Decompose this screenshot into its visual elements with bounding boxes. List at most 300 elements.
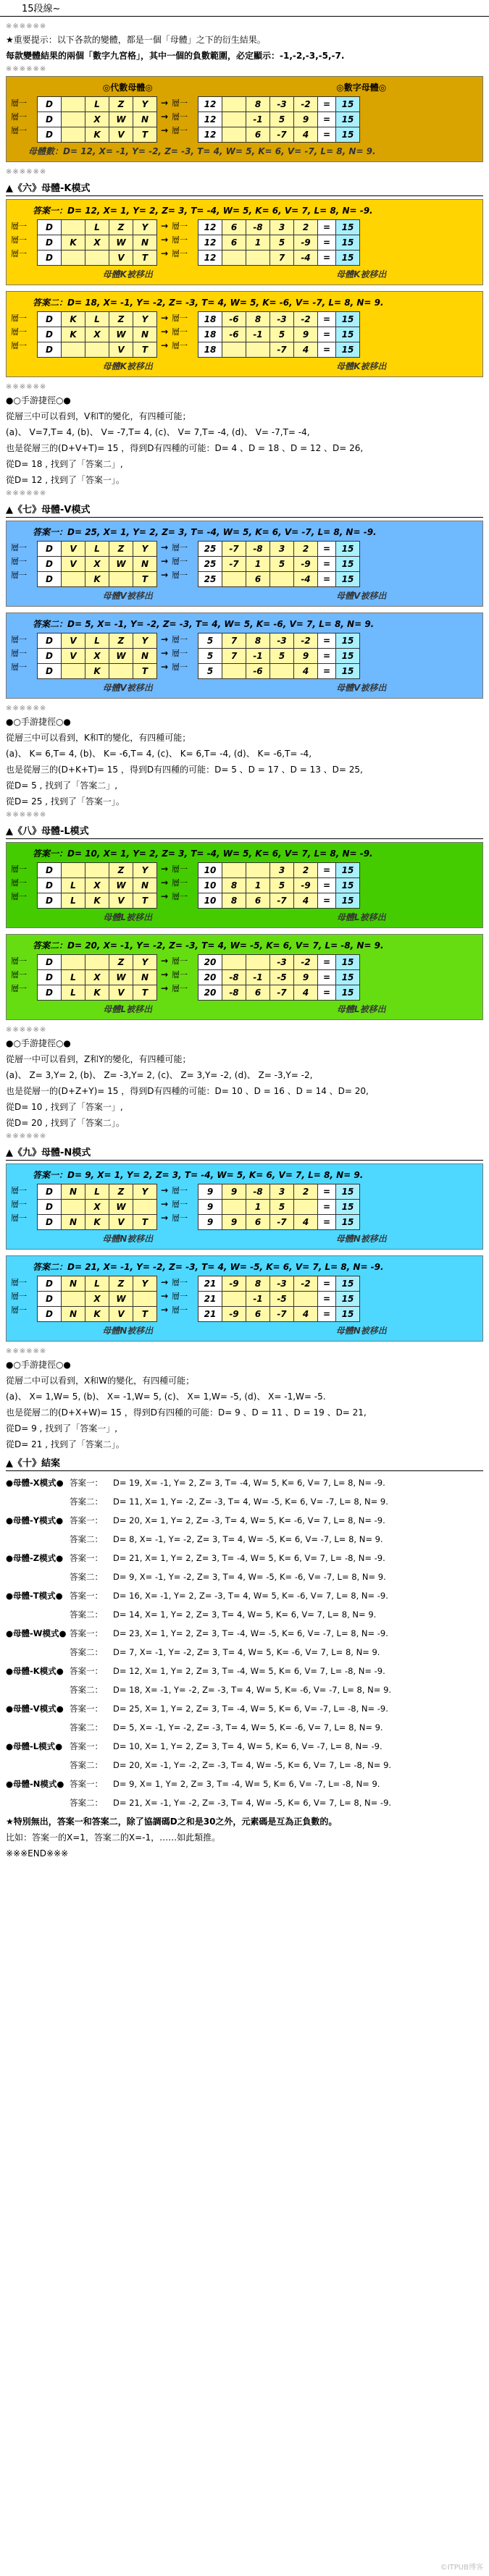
grid-cell: -9 [294,235,318,251]
summary-answer-label: 答案一： [70,1704,103,1714]
footer-note: 母體V被移出 [336,591,387,601]
grid-cell: 12 [198,251,222,266]
arrow-icon: → [160,542,169,552]
grid-cell: K [85,664,109,679]
row-labels [172,633,196,679]
grid-cell: 9 [198,1215,222,1230]
grid-cell: = [318,542,336,557]
row-labels [11,1184,35,1230]
grid-cell: T [133,342,157,358]
grid-cell: = [318,634,336,649]
grid-cell: 12 [198,235,222,251]
grid-cell: 9 [198,1184,222,1200]
arrow-icon: → [160,556,169,566]
grid-cell: 7 [270,251,294,266]
grid-cell: 15 [336,1215,360,1230]
summary-values: D= 12, X= 1, Y= 2, Z= 3, T= -4, W= 5, K= 6, V= 7, L= -8, N= -9. [113,1666,385,1676]
summary-values: D= 20, X= -1, Y= -2, Z= -3, T= 4, W= -5, K= 6, V= 7, L= -8, N= 9. [113,1760,392,1770]
arrow-icon: → [160,956,169,966]
grid-cell: T [133,127,157,143]
grid-cell: 15 [336,542,360,557]
grid-cell: X [85,1200,109,1215]
row-labels [172,954,196,1001]
row-label: 層一 [172,341,188,350]
arrow-icon: → [160,891,169,901]
grid-cell: = [318,1276,336,1292]
grid-cell: K [62,327,85,342]
grid-cell: 21 [198,1276,222,1292]
grid-cell: 12 [198,220,222,235]
summary-key [6,1531,70,1549]
summary-title: ▲《十》結案 [6,1455,483,1471]
summary-row [6,1568,483,1586]
grid-cell: 4 [294,893,318,909]
grid-cell: D [38,251,62,266]
grid-cell: 12 [198,97,222,112]
grid-cell: -3 [270,1276,294,1292]
row-labels [11,311,35,358]
row-label: 層一 [11,222,27,231]
summary-answer-label: 答案一： [70,1779,103,1789]
number-grid [198,1276,360,1322]
answer-panel [6,934,483,1020]
grid-cell: D [38,863,62,878]
grid-cell [222,955,246,970]
grid-cell: 15 [336,327,360,342]
algebra-header: ◎代數母體◎ [102,83,153,93]
tip-line: 從D= 10 , 找到了「答案一」, [6,1102,123,1112]
grid-cell: 10 [198,893,222,909]
grid-cell: X [85,878,109,893]
grid-cell: 9 [222,1215,246,1230]
tip-line: (a)、 V=7,T= 4, (b)、 V= -7,T= 4, (c)、 V= 7,T= -4, (d)、 V= -7,T= -4, [6,427,310,437]
row-label: 層一 [11,662,27,672]
row-labels [11,96,35,143]
arrow-column [159,219,170,266]
grid-cell: 15 [336,649,360,664]
grid-cell [85,342,109,358]
tip-line: 從D= 20 , 找到了「答案二」。 [6,1118,125,1128]
grid-cell: Z [109,863,133,878]
grid-cell: X [85,970,109,985]
grid-cell: L [85,312,109,327]
summary-values: D= 14, X= 1, Y= 2, Z= 3, T= 4, W= 5, K= 6, V= 7, L= 8, N= 9. [113,1609,377,1620]
row-label: 層一 [11,1186,27,1195]
grid-row-group [11,541,478,587]
grid-cell: W [109,1200,133,1215]
grid-cell [222,97,246,112]
row-label: 層一 [172,126,188,135]
grid-cell: Y [133,863,157,878]
summary-key [6,1643,70,1662]
grid-cell: D [38,572,62,587]
arrow-column [159,541,170,587]
grid-cell: -9 [294,878,318,893]
row-label: 層一 [11,112,27,122]
arrow-column [159,1276,170,1322]
grid-cell: 4 [294,985,318,1001]
arrow-icon: → [160,864,169,874]
tip-line: ●○手游捷徑○● [6,717,71,727]
grid-cell: 18 [198,327,222,342]
grid-cell: 1 [246,878,270,893]
row-label: 層一 [11,543,27,552]
grid-cell: 9 [294,112,318,127]
arrow-icon: → [160,98,169,108]
summary-key [6,1493,70,1511]
summary-row [6,1549,483,1567]
summary-answer-label: 答案二： [70,1534,103,1544]
row-label: 層一 [172,970,188,980]
grid-cell: 20 [198,970,222,985]
arrow-icon: → [160,235,169,245]
row-label: 層一 [11,1305,27,1315]
grid-cell: 15 [336,1184,360,1200]
row-label: 層一 [11,1278,27,1287]
answer-text: 答案二：D= 5, X= -1, Y= -2, Z= -3, T= 4, W= 5, K= -6, V= 7, L= 8, N= 9. [33,619,375,629]
grid-cell: -7 [270,342,294,358]
grid-cell: T [133,1215,157,1230]
row-label: 層一 [172,249,188,258]
row-label: 層一 [172,1213,188,1223]
row-label: 層一 [11,1292,27,1301]
arrow-icon: → [160,969,169,980]
grid-cell: 2 [294,542,318,557]
grid-cell: = [318,955,336,970]
panel-footer [11,1324,478,1337]
arrow-icon: → [160,1213,169,1223]
answer-text: 答案二：D= 18, X= -1, Y= -2, Z= -3, T= 4, W= 5, K= -6, V= -7, L= 8, N= 9. [33,298,384,308]
grid-cell: 25 [198,542,222,557]
grid-cell: N [133,878,157,893]
grid-cell [246,342,270,358]
grid-cell: = [318,1215,336,1230]
grid-cell: 25 [198,557,222,572]
grid-cell: D [38,1184,62,1200]
grid-cell [133,1200,157,1215]
row-label: 層一 [11,956,27,966]
divider: ※※※※※※ [6,383,47,391]
row-label: 層一 [172,571,188,580]
footer-note: 母體V被移出 [336,683,387,693]
tip-line: 從D= 25 , 找到了「答案一」。 [6,796,125,807]
arrow-icon: → [160,313,169,323]
row-label: 層一 [11,341,27,350]
summary-row [6,1625,483,1643]
grid-cell: 15 [336,112,360,127]
grid-cell: 1 [246,235,270,251]
grid-row-group [11,311,478,358]
row-label: 層一 [11,878,27,888]
grid-cell: -8 [222,985,246,1001]
grid-cell [62,127,85,143]
summary-values: D= 8, X= -1, Y= -2, Z= 3, T= 4, W= -5, K= 6, V= -7, L= 8, N= 9. [113,1534,383,1544]
grid-cell: = [318,572,336,587]
grid-row-group [11,219,478,266]
grid-cell: 4 [294,342,318,358]
grid-cell: 7 [222,649,246,664]
arrow-icon: → [160,221,169,231]
grid-cell: -3 [270,634,294,649]
grid-cell: 15 [336,312,360,327]
row-label: 層一 [11,235,27,245]
grid-cell [294,1200,318,1215]
tip-line: ●○手游捷徑○● [6,1038,71,1048]
arrow-column [159,1184,170,1230]
grid-cell: N [133,327,157,342]
summary-values: D= 10, X= 1, Y= 2, Z= 3, T= 4, W= 5, K= 6, V= -7, L= 8, N= -9. [113,1741,383,1751]
grid-cell: K [85,572,109,587]
grid-cell: -2 [294,312,318,327]
number-grid [198,862,360,909]
summary-row [6,1756,483,1775]
grid-cell [62,1200,85,1215]
grid-cell: -7 [270,985,294,1001]
grid-cell: K [62,312,85,327]
grid-cell: Y [133,312,157,327]
tip-line: 從D= 21 , 找到了「答案二」。 [6,1439,125,1449]
grid-cell: N [133,557,157,572]
row-labels [11,1276,35,1322]
tip-line: ●○手游捷徑○● [6,395,71,405]
tip-line: (a)、 X= 1,W= 5, (b)、 X= -1,W= 5, (c)、 X= 1,W= -5, (d)、 X= -1,W= -5. [6,1392,326,1402]
grid-cell: D [38,1200,62,1215]
footer-note: 母體K被移出 [102,269,153,279]
row-labels [172,541,196,587]
algebra-grid [37,862,157,909]
summary-key: ●母體-W模式● [6,1628,67,1638]
summary-row [6,1775,483,1793]
answer-panel [6,613,483,699]
algebra-grid [37,1276,157,1322]
grid-cell: D [38,127,62,143]
tip-line: 從層三中可以看到，V和T的變化，有四種可能； [6,411,191,421]
grid-cell: D [38,893,62,909]
grid-cell: 6 [246,985,270,1001]
summary-answer-label: 答案一： [70,1666,103,1676]
grid-cell: = [318,97,336,112]
grid-cell: V [62,649,85,664]
panel-footer [11,681,478,694]
arrow-icon: → [160,1305,169,1315]
grid-cell: Z [109,955,133,970]
answer-text: 答案一：D= 12, X= 1, Y= 2, Z= 3, T= -4, W= 5, K= 6, V= 7, L= 8, N= -9. [33,206,373,216]
arrow-column [159,633,170,679]
grid-cell: D [38,557,62,572]
grid-row-group [11,862,478,909]
summary-key: ●母體-T模式● [6,1591,63,1601]
answer-panel [6,291,483,377]
grid-cell: 15 [336,634,360,649]
arrow-icon: → [160,1291,169,1301]
grid-cell: Z [109,1184,133,1200]
answer-text: 答案一：D= 25, X= 1, Y= 2, Z= 3, T= -4, W= 5, K= 6, V= -7, L= 8, N= -9. [33,527,377,537]
arrow-column [159,954,170,1001]
grid-cell: 25 [198,572,222,587]
arrow-icon: → [160,1199,169,1209]
grid-cell: -4 [294,572,318,587]
row-labels [172,311,196,358]
row-label: 層一 [172,557,188,566]
arrow-icon: → [160,248,169,258]
grid-cell: D [38,1307,62,1322]
grid-cell: X [85,557,109,572]
arrow-column [159,311,170,358]
grid-cell: 2 [294,863,318,878]
summary-key: ●母體-V模式● [6,1704,64,1714]
grid-cell: 18 [198,342,222,358]
grid-cell: L [62,985,85,1001]
grid-cell [222,664,246,679]
grid-cell: = [318,112,336,127]
row-label: 層一 [172,892,188,901]
notice-text-2: 每款變體結果的兩個「數字九宮格」，其中一個的負數範圍，必定顯示：-1,-2,-3,-5,-7. [6,51,345,61]
grid-cell [62,863,85,878]
summary-answer-label: 答案一： [70,1628,103,1638]
grid-cell: V [109,1307,133,1322]
summary-key [6,1606,70,1624]
grid-cell: -1 [246,112,270,127]
row-label: 層一 [172,984,188,993]
summary-row [6,1719,483,1737]
tip-line: 從層二中可以看到，X和W的變化，有四種可能； [6,1376,195,1386]
grid-cell: -7 [270,127,294,143]
grid-cell: 9 [294,649,318,664]
grid-cell: 8 [222,878,246,893]
grid-cell: D [38,542,62,557]
grid-cell: -5 [270,970,294,985]
grid-cell: -8 [222,970,246,985]
grid-cell: 15 [336,557,360,572]
summary-list [6,1474,483,1812]
row-label: 層一 [172,1186,188,1195]
grid-cell: 6 [246,893,270,909]
number-grid [198,541,360,587]
grid-cell: -7 [270,1307,294,1322]
row-label: 層一 [172,1200,188,1209]
grid-cell: V [109,251,133,266]
answer-panel [6,1255,483,1342]
grid-cell: 15 [336,97,360,112]
grid-cell: 1 [246,557,270,572]
grid-cell: -6 [222,312,246,327]
grid-cell: 10 [198,863,222,878]
footer-note: 母體N被移出 [102,1326,154,1336]
grid-cell: 5 [270,557,294,572]
arrow-icon: → [160,111,169,122]
grid-cell: -9 [222,1307,246,1322]
grid-cell: -8 [246,542,270,557]
grid-cell: K [62,235,85,251]
grid-cell: L [85,542,109,557]
grid-cell: L [85,1276,109,1292]
grid-cell: T [133,664,157,679]
row-label: 層一 [172,543,188,552]
arrow-icon: → [160,570,169,580]
grid-cell: V [62,634,85,649]
grid-cell: V [109,893,133,909]
summary-answer-label: 答案一： [70,1478,103,1488]
summary-answer-label: 答案二： [70,1647,103,1657]
row-labels [172,1184,196,1230]
grid-cell: 9 [198,1200,222,1215]
grid-cell: 5 [198,649,222,664]
tip-line: 也是從層二的(D+X+W)= 15 ，得到D有四種的可能：D= 9 、D = 11 、D = 19 、D= 21, [6,1407,367,1418]
grid-cell [222,1292,246,1307]
grid-cell: 8 [222,893,246,909]
grid-cell: 12 [198,112,222,127]
grid-cell: W [109,1292,133,1307]
summary-key: ●母體-L模式● [6,1741,63,1751]
row-label: 層一 [11,970,27,980]
grid-cell [222,342,246,358]
grid-cell: D [38,312,62,327]
grid-cell: 15 [336,664,360,679]
grid-cell: = [318,220,336,235]
summary-values: D= 11, X= 1, Y= -2, Z= -3, T= 4, W= -5, K= 6, V= -7, L= 8, N= 9. [113,1497,388,1507]
grid-cell [62,97,85,112]
grid-cell: V [109,342,133,358]
grid-cell: 10 [198,878,222,893]
arrow-column [159,862,170,909]
section-title: ▲《六》母體-K模式 [6,180,483,196]
divider: ※※※※※※ [6,168,47,176]
grid-cell: = [318,235,336,251]
grid-cell [222,1200,246,1215]
algebra-grid [37,541,157,587]
tip-line: 也是從層一的(D+Z+Y)= 15 ，得到D有四種的可能：D= 10 、D = 16 、D = 14 、D= 20, [6,1086,369,1096]
grid-cell: 9 [294,327,318,342]
grid-cell [270,664,294,679]
row-label: 層一 [11,1200,27,1209]
grid-cell: T [133,893,157,909]
grid-cell: -7 [222,557,246,572]
summary-key: ●母體-K模式● [6,1666,64,1676]
row-labels [172,219,196,266]
row-label: 層一 [11,98,27,108]
grid-cell [85,251,109,266]
row-label: 層一 [172,1278,188,1287]
number-grid [198,633,360,679]
grid-cell: = [318,664,336,679]
arrow-column [159,96,170,143]
footer-note: 母體L被移出 [336,1004,386,1014]
grid-cell: V [62,542,85,557]
row-labels [172,862,196,909]
arrow-icon: → [160,1185,169,1195]
sections [6,168,483,1451]
grid-cell: 8 [246,312,270,327]
grid-cell: X [85,235,109,251]
summary-answer-label: 答案一： [70,1591,103,1601]
grid-cell: 4 [294,664,318,679]
grid-cell: -4 [294,251,318,266]
grid-cell [62,112,85,127]
grid-cell: 3 [270,220,294,235]
summary-row [6,1700,483,1718]
grid-cell: = [318,312,336,327]
grid-cell: = [318,893,336,909]
code-footer: 母體數：D= 12, X= -1, Y= -2, Z= -3, T= 4, W= 5, K= 6, V= -7, L= 8, N= 9. [28,146,376,156]
grid-cell: = [318,970,336,985]
row-labels [11,954,35,1001]
row-label: 層一 [11,571,27,580]
grid-cell: W [109,649,133,664]
grid-cell: 15 [336,235,360,251]
grid-cell: 15 [336,893,360,909]
row-label: 層一 [11,864,27,874]
grid-cell: 5 [270,1200,294,1215]
